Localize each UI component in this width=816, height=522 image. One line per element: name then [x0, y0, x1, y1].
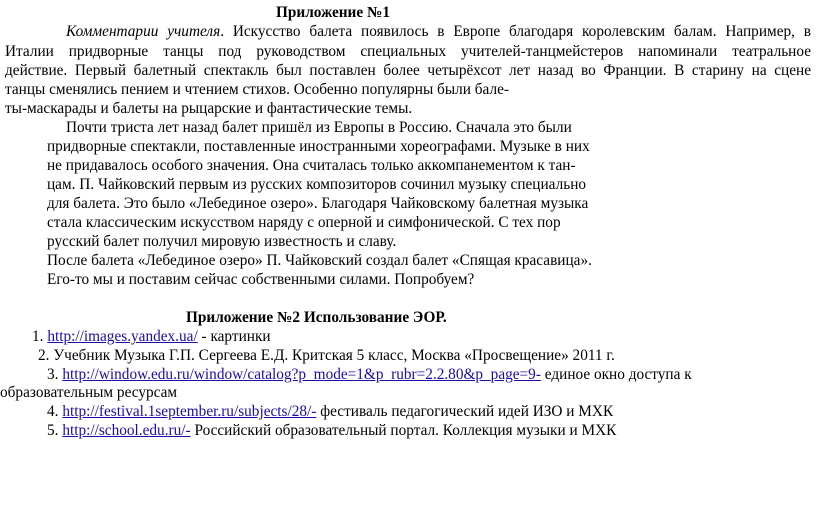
appendix2-title: Приложение №2 Использование ЭОР. [186, 309, 447, 326]
paragraph-line: русский балет получил мировую известность и славу. [47, 233, 397, 250]
paragraph-line: придворные спектакли, поставленные иностранными хореографами. Музыке в них [47, 138, 590, 155]
paragraph-line: не придавалось особого значения. Она считалась только аккомпанементом к тан- [47, 157, 576, 174]
list-item: 4. http://festival.1september.ru/subjects/28/- фестиваль педагогический идей ИЗО и МХК [47, 403, 614, 420]
paragraph-line: ты-маскарады и балеты на рыцарские и фантастические темы. [5, 100, 413, 117]
paragraph-line: цам. П. Чайковский первым из русских композиторов сочинил музыку специально [47, 176, 587, 193]
list-item: 3. http://window.edu.ru/window/catalog?p_mode=1&p_rubr=2.2.80&p_page=9- единое окно доступа к [47, 366, 692, 383]
list-item: 5. http://school.edu.ru/- Российский образовательный портал. Коллекция музыки и МХК [47, 422, 617, 439]
list-item: 2. Учебник Музыка Г.П. Сергеева Е.Д. Критская 5 класс, Москва «Просвещение» 2011 г. [38, 347, 615, 364]
paragraph-line: стала классическим искусством наряду с оперной и симфонической. С тех пор [47, 214, 561, 231]
list-item: 1. http://images.yandex.ua/ - картинки [32, 328, 271, 345]
paragraph-line: Его-то мы и поставим сейчас собственными силами. Попробуем? [47, 271, 475, 288]
link-festival-1september[interactable]: http://festival.1september.ru/subjects/28/- [62, 403, 317, 420]
paragraph-line: Почти триста лет назад балет пришёл из Европы в Россию. Сначала это были [66, 119, 572, 136]
paragraph-line: После балета «Лебединое озеро» П. Чайковский создал балет «Спящая красавица». [47, 252, 592, 269]
paragraph-line: для балета. Это было «Лебединое озеро». Благодаря Чайковскому балетная музыка [47, 195, 589, 212]
list-item-continuation: образовательным ресурсам [0, 384, 178, 401]
paragraph-line: действие. Первый балетный спектакль был поставлен более четырёхсот лет назад во Франции. В старину на сцене [5, 62, 811, 79]
paragraph-line: танцы сменялись пением и чтением стихов. Особенно популярны были бале- [5, 81, 509, 98]
paragraph-line: Комментарии учителя. Искусство балета появилось в Европе благодаря королевским балам. Например, в [66, 23, 812, 40]
appendix1-title: Приложение №1 [276, 4, 391, 21]
link-images-yandex[interactable]: http://images.yandex.ua/ [47, 328, 198, 345]
paragraph-line: Италии придворные танцы под руководством специальных учителей-танцмейстеров напоминали театральное [5, 43, 811, 60]
link-school-edu[interactable]: http://school.edu.ru/- [62, 422, 191, 439]
teacher-comment-label: Комментарии учителя [66, 23, 221, 40]
link-window-edu[interactable]: http://window.edu.ru/window/catalog?p_mode=1&p_rubr=2.2.80&p_page=9- [62, 366, 541, 383]
